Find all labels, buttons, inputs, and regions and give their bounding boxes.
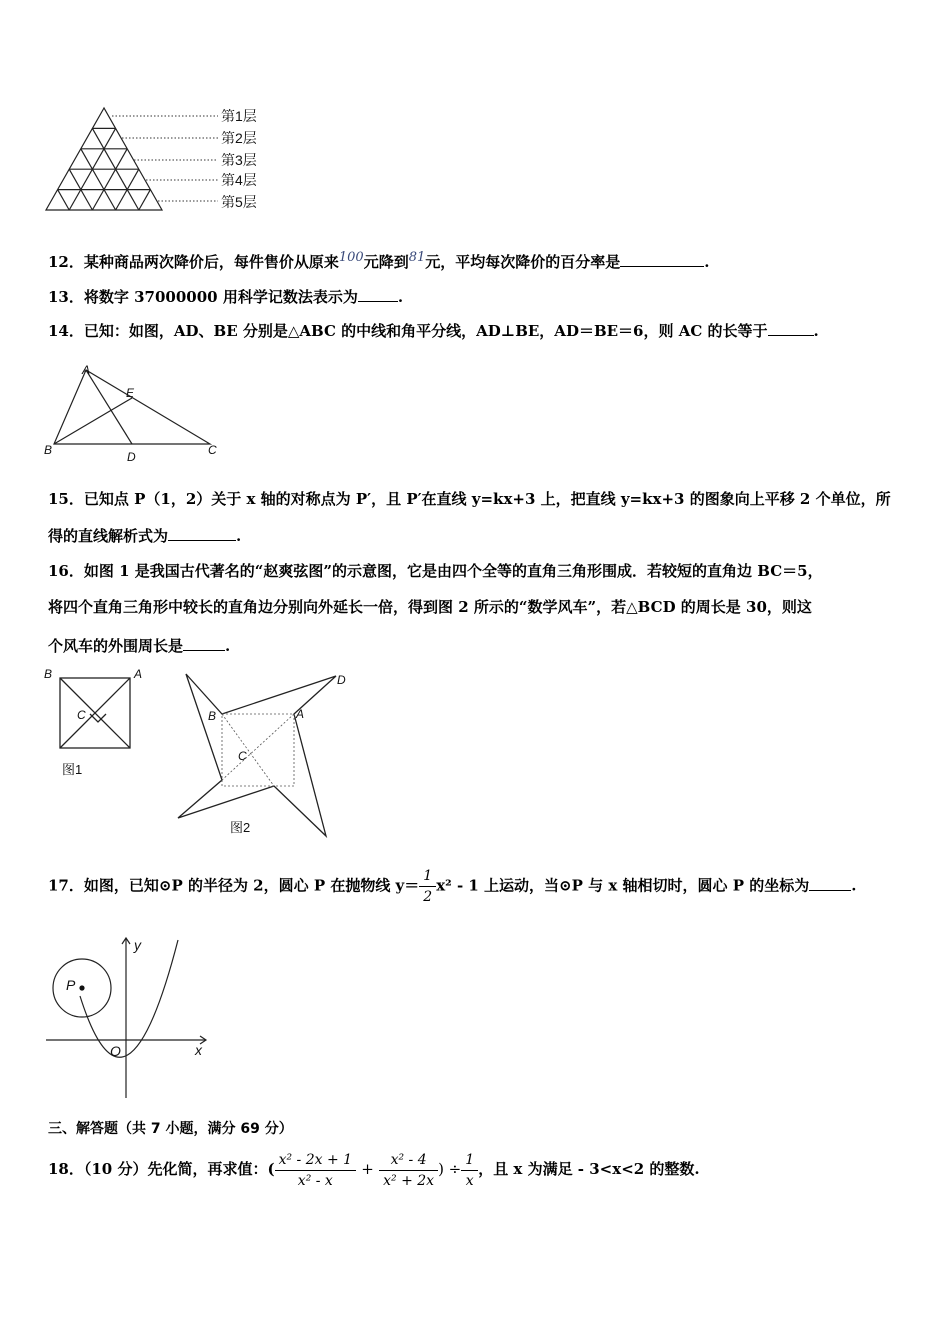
q12-answer-blank[interactable]	[620, 252, 704, 267]
section-3-title: 三、解答题（共 7 小题，满分 69 分）	[48, 1121, 293, 1137]
question-15-line-1: 15．已知点 P（1，2）关于 x 轴的对称点为 P′，且 P′在直线 y=kx+3 上，把直线 y=kx+3 的图象向上平移 2 个单位，所	[48, 490, 891, 508]
q13-text: 13．将数字 37000000 用科学记数法表示为	[48, 288, 358, 306]
question-17: 17．如图，已知⊙P 的半径为 2，圆心 P 在抛物线 y＝ $\frac{1}{2}$ x² - 1 上运动，当⊙P 与 x 轴相切时，圆心 P 的坐标为 .	[48, 868, 857, 905]
q18-fraction-1: $\frac{\text{x² - 2x + 1}}{\text{x² - x}}$	[275, 1150, 356, 1191]
question-15-line-2: 得的直线解析式为 .	[48, 527, 242, 545]
q16-answer-blank[interactable]	[183, 636, 225, 651]
layer-5-label: 第5层	[221, 194, 257, 210]
q18-fraction-2: $\frac{\text{x² - 4}}{\text{x² + 2x}}$	[379, 1150, 438, 1191]
fig1-label-a: A	[134, 667, 143, 681]
triangle-abc	[54, 370, 210, 444]
q14-answer-blank[interactable]	[768, 321, 814, 336]
question-13: 13．将数字 37000000 用科学记数法表示为 .	[48, 288, 404, 306]
label-d: D	[127, 450, 136, 464]
windmill-outline	[178, 674, 336, 836]
fig1-caption: 图1	[62, 762, 83, 777]
q17-fraction: $\frac{1}{2}$	[419, 866, 436, 907]
q12-to-value: 81	[408, 250, 426, 265]
label-b: B	[44, 443, 53, 457]
q12-prefix: 12．某种商品两次降价后，每件售价从原来	[48, 253, 339, 271]
fig2-label-d: D	[337, 673, 346, 687]
q17-answer-blank[interactable]	[809, 876, 851, 891]
fig2-caption: 图2	[230, 820, 251, 835]
question-12: 12．某种商品两次降价后，每件售价从原来100元降到81元，平均每次降价的百分率是 .	[48, 250, 710, 271]
layer-2-label: 第2层	[221, 130, 257, 146]
axis-x-label: x	[195, 1042, 202, 1058]
question-14: 14．已知：如图，AD、BE 分别是△ABC 的中线和角平分线，AD⊥BE，AD＝BE＝6，则 AC 的长等于 .	[48, 322, 819, 340]
question-16-line-2: 将四个直角三角形中较长的直角边分别向外延长一倍，得到图 2 所示的“数学风车”，若△BCD 的周长是 30，则这	[48, 598, 812, 616]
q12-from-value: 100	[338, 250, 364, 265]
layer-3-label: 第3层	[221, 152, 257, 168]
q15-answer-blank[interactable]	[168, 526, 236, 541]
label-a: A	[82, 363, 91, 377]
q17-parabola-figure	[40, 932, 215, 1102]
layer-1-label: 第1层	[221, 108, 257, 124]
q13-answer-blank[interactable]	[358, 287, 398, 302]
q12-suffix: 元，平均每次降价的百分率是	[425, 253, 621, 271]
q16-figure-1	[40, 666, 150, 782]
label-e: E	[126, 386, 135, 400]
fig1-label-b: B	[44, 667, 53, 681]
fig2-label-b: B	[208, 709, 217, 723]
median-ad	[86, 370, 132, 444]
origin-label: O	[110, 1043, 121, 1059]
axis-y-label: y	[134, 937, 141, 953]
fig2-label-a: A	[296, 707, 305, 721]
question-18: 18．（10 分）先化简，再求值：( $\frac{\text{x² - 2x + 1}}{\text{x² - x}}$ + $\frac{\text{x² - 4}}{\text{x² + 2x}}$ ) ÷ $\frac{1}{x}$ ，且 x 为满足 - 3<x<2 的整数.	[48, 1151, 700, 1189]
bisector-be	[54, 398, 132, 444]
question-16-line-1: 16．如图 1 是我国古代著名的“赵爽弦图”的示意图，它是由四个全等的直角三角形围成．若较短的直角边 BC＝5，	[48, 562, 823, 580]
q18-fraction-3: $\frac{1}{x}$	[461, 1150, 478, 1191]
question-16-line-3: 个风车的外围周长是 .	[48, 637, 231, 655]
q16-figure-2	[170, 664, 360, 842]
fig1-label-c: C	[77, 708, 86, 722]
layer-4-label: 第4层	[221, 172, 257, 188]
label-c: C	[208, 443, 217, 457]
q14-text: 14．已知：如图，AD、BE 分别是△ABC 的中线和角平分线，AD⊥BE，AD＝BE＝6，则 AC 的长等于	[48, 322, 768, 340]
q12-mid: 元降到	[363, 253, 409, 271]
fig2-label-c: C	[238, 749, 247, 763]
pyramid-figure	[40, 100, 280, 218]
q14-triangle-figure	[40, 360, 230, 466]
point-p-label: P	[66, 977, 76, 993]
